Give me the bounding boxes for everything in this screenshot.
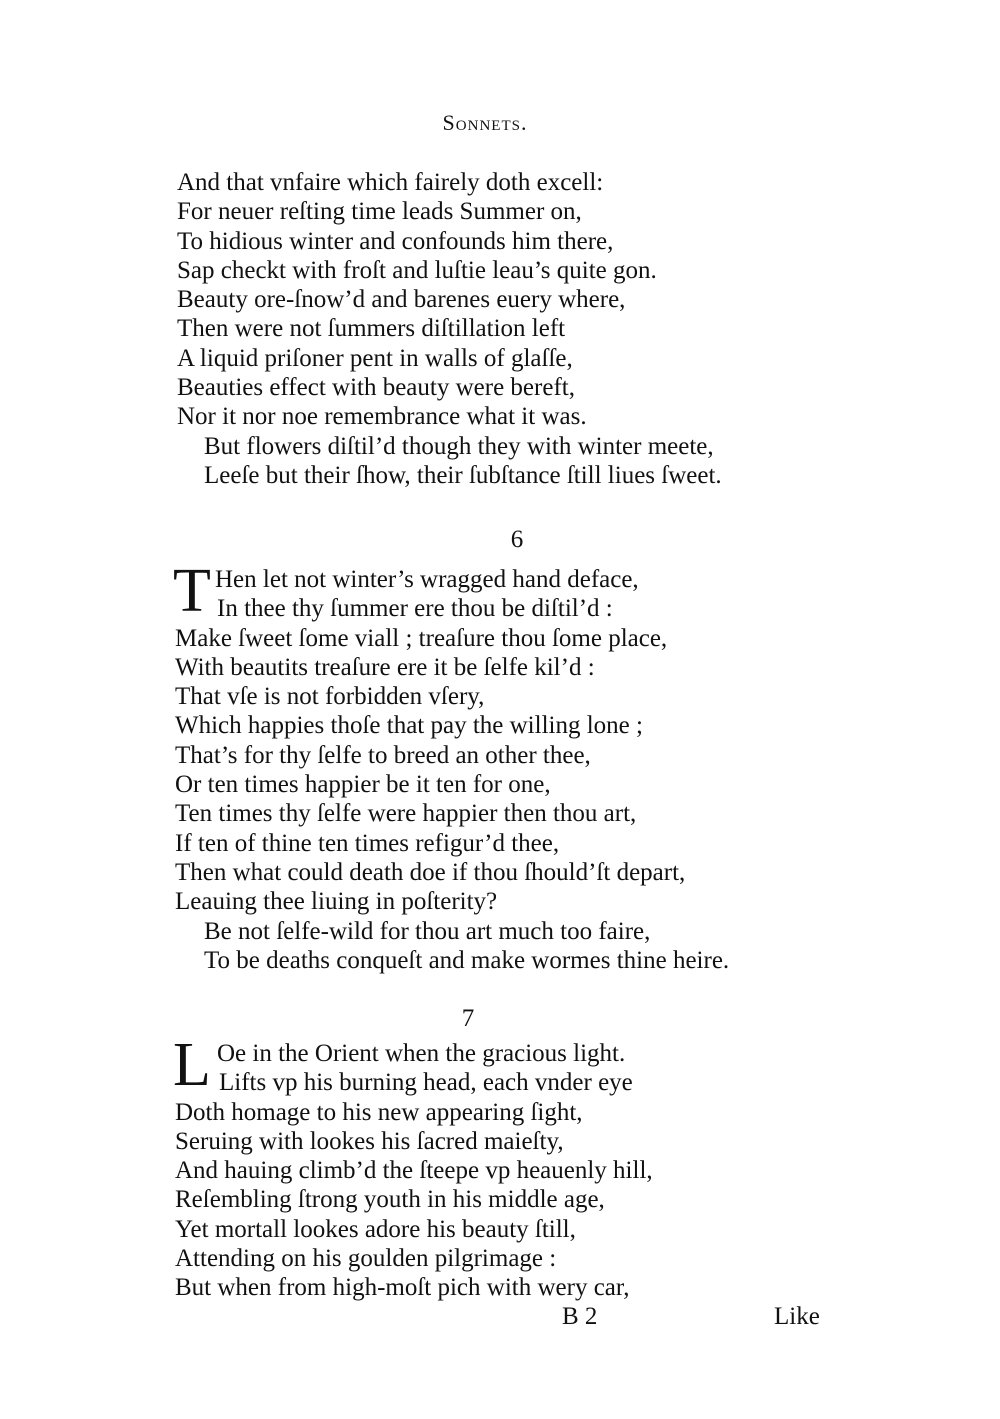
verse-line: Yet mortall lookes adore his beauty ſtill,	[175, 1215, 576, 1243]
signature-mark: B 2	[562, 1303, 598, 1330]
running-header: Sonnets.	[442, 110, 528, 135]
verse-line: That vſe is not forbidden vſery,	[175, 683, 485, 711]
verse-line: If ten of thine ten times refigur’d thee,	[175, 829, 560, 857]
verse-line: Oe in the Orient when the gracious light.	[217, 1040, 626, 1067]
drop-cap: L	[173, 1031, 211, 1099]
drop-cap: T	[173, 557, 211, 625]
verse-line: Then what could death doe if thou ſhould’ſt depart,	[175, 858, 686, 886]
verse-line: To hidious winter and confounds him there,	[177, 227, 614, 255]
verse-line: Ten times thy ſelfe were happier then thou art,	[175, 800, 637, 828]
verse-line: And that vnfaire which fairely doth excell:	[177, 169, 604, 196]
catchword: Like	[774, 1303, 820, 1330]
sonnet-6	[175, 565, 729, 975]
verse-line: For neuer reſting time leads Summer on,	[177, 198, 582, 226]
verse-line: That’s for thy ſelfe to breed an other thee,	[175, 741, 591, 769]
verse-line: Nor it nor noe remembrance what it was.	[177, 403, 587, 431]
verse-line: Doth homage to his new appearing ſight,	[175, 1098, 583, 1126]
verse-line: Or ten times happier be it ten for one,	[175, 771, 551, 799]
verse-line: Attending on his goulden pilgrimage :	[175, 1245, 557, 1273]
verse-line: Beauties effect with beauty were bereft,	[177, 374, 575, 402]
verse-line: Then were not ſummers diſtillation left	[177, 315, 566, 343]
verse-line: Leauing thee liuing in poſterity?	[175, 888, 498, 916]
verse-line: And hauing climb’d the ſteepe vp heauenly hill,	[175, 1157, 653, 1185]
verse-line: Which happies thoſe that pay the willing lone ;	[175, 712, 643, 740]
verse-line: Beauty ore-ſnow’d and barenes euery where,	[177, 286, 626, 314]
sonnet-number-7: 7	[461, 1005, 475, 1032]
verse-line: Sap checkt with froſt and luſtie leau’s quite gon.	[177, 256, 657, 284]
verse-line: Hen let not winter’s wragged hand deface,	[215, 566, 639, 593]
verse-line: With beautits treaſure ere it be ſelfe kil’d :	[175, 653, 595, 681]
couplet-line: Leeſe but their ſhow, their ſubſtance ſtill liues ſweet.	[204, 461, 722, 489]
sonnet-number-6: 6	[510, 526, 524, 553]
verse-line: But when from high-moſt pich with wery car,	[175, 1274, 630, 1302]
sonnet-5-tail	[177, 168, 722, 490]
verse-line: Seruing with lookes his ſacred maieſty,	[175, 1127, 564, 1155]
verse-line: Lifts vp his burning head, each vnder eye	[219, 1069, 633, 1097]
couplet-line: But flowers diſtil’d though they with winter meete,	[204, 432, 714, 460]
verse-line: A liquid priſoner pent in walls of glaſſe,	[177, 344, 573, 372]
verse-line: Reſembling ſtrong youth in his middle age,	[175, 1186, 605, 1214]
verse-line: Make ſweet ſome viall ; treaſure thou ſome place,	[175, 624, 668, 652]
couplet-line: To be deaths conqueſt and make wormes thine heire.	[204, 946, 730, 974]
verse-line: In thee thy ſummer ere thou be diſtil’d :	[217, 595, 613, 623]
couplet-line: Be not ſelfe-wild for thou art much too faire,	[204, 917, 651, 945]
sonnet-7	[175, 1039, 653, 1303]
